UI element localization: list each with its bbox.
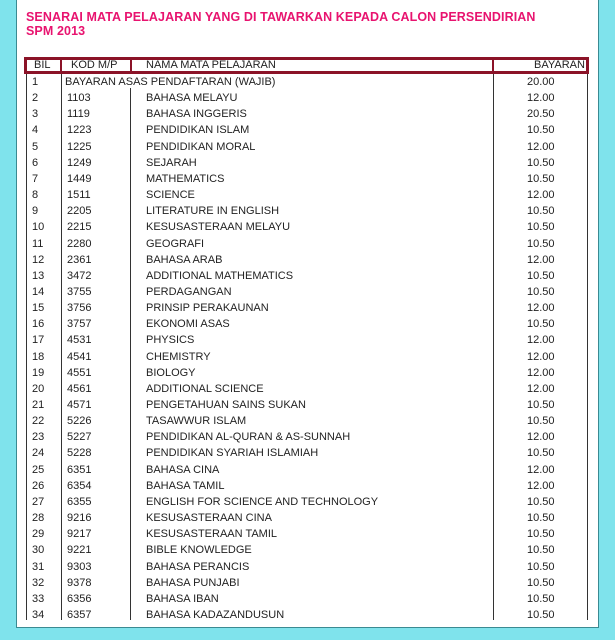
cell-kod: 1119 — [67, 108, 90, 121]
cell-bil: 1 — [32, 76, 39, 88]
cell-kod: 6357 — [67, 608, 92, 621]
cell-bayaran: 12.00 — [527, 334, 555, 347]
header-nama: NAMA MATA PELAJARAN — [146, 59, 276, 71]
cell-kod: 1103 — [67, 92, 91, 105]
table-row — [0, 106, 615, 122]
cell-nama: GEOGRAFI — [146, 237, 205, 250]
cell-nama: ADDITIONAL SCIENCE — [146, 382, 264, 395]
cell-kod: 4561 — [67, 382, 92, 395]
cell-bayaran: 10.50 — [527, 221, 555, 234]
cell-kod: 5228 — [67, 447, 92, 460]
table-row — [0, 252, 615, 268]
cell-kod: 2280 — [67, 237, 92, 250]
cell-bil: 24 — [32, 447, 45, 460]
cell-bil: 29 — [32, 528, 45, 541]
cell-nama: BAHASA ARAB — [146, 253, 223, 266]
cell-kod: 1225 — [67, 140, 92, 153]
cell-nama: BAHASA IBAN — [146, 592, 219, 605]
cell-bil: 10 — [32, 221, 45, 234]
cell-kod: 2215 — [67, 221, 92, 234]
table-row — [0, 236, 615, 252]
cell-bil: 33 — [32, 592, 45, 605]
cell-bil: 15 — [32, 302, 45, 315]
cell-nama: BAHASA KADAZANDUSUN — [146, 608, 285, 621]
cell-nama: PERDAGANGAN — [146, 285, 232, 298]
cell-bil: 22 — [32, 415, 45, 428]
cell-kod: 4571 — [67, 399, 92, 411]
cell-bil: 30 — [32, 544, 45, 557]
table-row — [0, 219, 615, 235]
cell-nama: BAHASA CINA — [146, 463, 220, 476]
table-row — [0, 74, 615, 90]
table-row — [0, 397, 615, 413]
cell-kod: 1249 — [67, 156, 92, 169]
cell-bayaran: 10.50 — [527, 608, 555, 621]
cell-bil: 19 — [32, 366, 45, 379]
table-row — [0, 268, 615, 284]
table-row — [0, 575, 615, 591]
cell-bayaran: 12.00 — [527, 140, 555, 153]
cell-bayaran: 10.50 — [527, 512, 555, 525]
table-row — [0, 90, 615, 106]
table-row — [0, 155, 615, 171]
table-row — [0, 559, 615, 575]
header-divider — [130, 58, 132, 73]
cell-kod: 4551 — [67, 366, 92, 379]
cell-kod: 9378 — [67, 576, 92, 589]
cell-bayaran: 12.00 — [527, 479, 555, 492]
cell-nama: KESUSASTERAAN MELAYU — [146, 221, 291, 234]
cell-bayaran: 12.00 — [527, 189, 555, 202]
cell-kod: 4531 — [67, 334, 92, 347]
cell-kod: 1223 — [67, 124, 92, 137]
cell-nama: ADDITIONAL MATHEMATICS — [146, 269, 294, 282]
cell-nama: ENGLISH FOR SCIENCE AND TECHNOLOGY — [146, 495, 379, 508]
cell-bil: 3 — [32, 108, 39, 121]
cell-bayaran: 10.50 — [527, 285, 555, 298]
cell-nama: MATHEMATICS — [146, 172, 225, 185]
table-row — [0, 494, 615, 510]
cell-nama: PENDIDIKAN AL-QURAN & AS-SUNNAH — [146, 431, 351, 444]
cell-kod: 3756 — [67, 302, 92, 315]
table-row — [0, 365, 615, 381]
cell-bil: 21 — [32, 399, 45, 411]
cell-kod: 6351 — [67, 463, 92, 476]
cell-kod: 3755 — [67, 285, 92, 298]
table-row — [0, 478, 615, 494]
cell-kod: 5226 — [67, 415, 92, 428]
cell-bil: 16 — [32, 318, 45, 331]
cell-kod: 2361 — [67, 253, 92, 266]
cell-bayaran: 10.50 — [527, 528, 555, 541]
table-row — [0, 591, 615, 607]
cell-nama: KESUSASTERAAN TAMIL — [146, 528, 278, 541]
cell-bayaran: 10.50 — [527, 237, 555, 250]
cell-bayaran: 10.50 — [527, 124, 555, 137]
cell-bil: 31 — [32, 560, 45, 573]
header-divider — [60, 58, 62, 73]
header-bayaran: BAYARAN — [534, 59, 585, 71]
cell-nama: BAHASA PUNJABI — [146, 576, 240, 589]
cell-bil: 7 — [32, 172, 39, 185]
cell-nama: PENGETAHUAN SAINS SUKAN — [146, 399, 306, 411]
cell-kod: 6354 — [67, 479, 92, 492]
cell-nama: LITERATURE IN ENGLISH — [146, 205, 280, 218]
cell-bil: 12 — [32, 253, 45, 266]
cell-bil: 20 — [32, 382, 45, 395]
cell-nama: BAHASA PERANCIS — [146, 560, 250, 573]
cell-kod: 2205 — [67, 205, 92, 218]
cell-bil: 34 — [32, 608, 45, 621]
cell-bayaran: 12.00 — [527, 382, 555, 395]
table-row — [0, 381, 615, 397]
table-row — [0, 171, 615, 187]
table-row — [0, 510, 615, 526]
cell-kod: 3472 — [67, 269, 92, 282]
cell-kod: 5227 — [67, 431, 92, 444]
table-row — [0, 300, 615, 316]
cell-bayaran: 12.00 — [527, 92, 555, 105]
cell-bil: 18 — [32, 350, 45, 363]
page-title: SENARAI MATA PELAJARAN YANG DI TAWARKAN KEPADA CALON PERSENDIRIAN — [26, 10, 536, 24]
cell-bayaran: 10.50 — [527, 592, 555, 605]
cell-bayaran: 10.50 — [527, 544, 555, 557]
table-row — [0, 284, 615, 300]
cell-nama: KESUSASTERAAN CINA — [146, 512, 272, 525]
cell-bayaran: 20.00 — [527, 76, 555, 88]
cell-bil: 4 — [32, 124, 39, 137]
table-row — [0, 413, 615, 429]
cell-bayaran: 10.50 — [527, 447, 555, 460]
table-row — [0, 187, 615, 203]
cell-bil: 11 — [32, 237, 44, 250]
cell-nama: BIBLE KNOWLEDGE — [146, 544, 252, 557]
header-kod: KOD M/P — [71, 59, 118, 71]
cell-kod: 9216 — [67, 512, 92, 525]
cell-bayaran: 10.50 — [527, 269, 555, 282]
cell-kod: 3757 — [67, 318, 92, 331]
cell-bayaran: 10.50 — [527, 172, 555, 185]
cell-bayaran: 10.50 — [527, 156, 555, 169]
cell-nama: PENDIDIKAN ISLAM — [146, 124, 250, 137]
header-bil: BIL — [34, 59, 51, 71]
table-row — [0, 526, 615, 542]
cell-bayaran: 12.00 — [527, 463, 555, 476]
cell-bil: 2 — [32, 92, 39, 105]
cell-bil: 6 — [32, 156, 39, 169]
cell-bil: 27 — [32, 495, 45, 508]
table-row — [0, 203, 615, 219]
cell-nama: SEJARAH — [146, 156, 197, 169]
cell-kod: 9217 — [67, 528, 92, 541]
cell-kod: 6355 — [67, 495, 92, 508]
cell-bayaran: 10.50 — [527, 318, 555, 331]
cell-bil: 5 — [32, 140, 39, 153]
table-row — [0, 332, 615, 348]
table-row — [0, 349, 615, 365]
cell-bayaran: 12.00 — [527, 253, 555, 266]
cell-bil: 32 — [32, 576, 45, 589]
cell-nama: TASAWWUR ISLAM — [146, 415, 247, 428]
cell-kod: 1511 — [67, 189, 91, 202]
cell-nama: CHEMISTRY — [146, 350, 211, 363]
cell-bayaran: 12.00 — [527, 431, 555, 444]
cell-nama: BAHASA MELAYU — [146, 92, 238, 105]
cell-bayaran: 10.50 — [527, 560, 555, 573]
cell-bil: 17 — [32, 334, 45, 347]
cell-kod: 9221 — [67, 544, 92, 557]
cell-kod: 9303 — [67, 560, 92, 573]
page-subtitle: SPM 2013 — [26, 24, 86, 38]
header-divider — [492, 58, 494, 73]
cell-nama: PENDIDIKAN MORAL — [146, 140, 256, 153]
cell-bil: 23 — [32, 431, 45, 444]
cell-nama: PRINSIP PERAKAUNAN — [146, 302, 269, 315]
cell-bil: 14 — [32, 285, 45, 298]
cell-bayaran: 12.00 — [527, 350, 555, 363]
cell-bayaran: 20.50 — [527, 108, 555, 121]
cell-nama: BAHASA INGGERIS — [146, 108, 247, 121]
cell-bil: 8 — [32, 189, 39, 202]
cell-bil: 13 — [32, 269, 45, 282]
cell-bil: 25 — [32, 463, 45, 476]
cell-bil: 28 — [32, 512, 45, 525]
cell-nama: BIOLOGY — [146, 366, 196, 379]
table-row — [0, 542, 615, 558]
table-row — [0, 316, 615, 332]
cell-nama: PHYSICS — [146, 334, 195, 347]
cell-bayaran: 10.50 — [527, 415, 555, 428]
cell-bayaran: 12.00 — [527, 302, 555, 315]
cell-nama: PENDIDIKAN SYARIAH ISLAMIAH — [146, 447, 319, 460]
table-row — [0, 462, 615, 478]
cell-kod: 4541 — [67, 350, 92, 363]
table-row — [0, 139, 615, 155]
cell-nama: EKONOMI ASAS — [146, 318, 230, 331]
cell-bayaran: 10.50 — [527, 495, 555, 508]
cell-bayaran: 12.00 — [527, 366, 555, 379]
cell-nama: SCIENCE — [146, 189, 195, 202]
cell-bayaran: 10.50 — [527, 576, 555, 589]
cell-kod: 1449 — [67, 172, 92, 185]
cell-bayaran: 10.50 — [527, 205, 555, 218]
cell-bil: 9 — [32, 205, 39, 218]
table-row — [0, 122, 615, 138]
table-row — [0, 429, 615, 445]
cell-nama: BAHASA TAMIL — [146, 479, 225, 492]
cell-bil: 26 — [32, 479, 45, 492]
cell-kod: 6356 — [67, 592, 92, 605]
cell-kod: BAYARAN ASAS PENDAFTARAN (WAJIB) — [65, 76, 276, 88]
table-row — [0, 445, 615, 461]
table-row — [0, 607, 615, 623]
cell-bayaran: 10.50 — [527, 399, 555, 411]
